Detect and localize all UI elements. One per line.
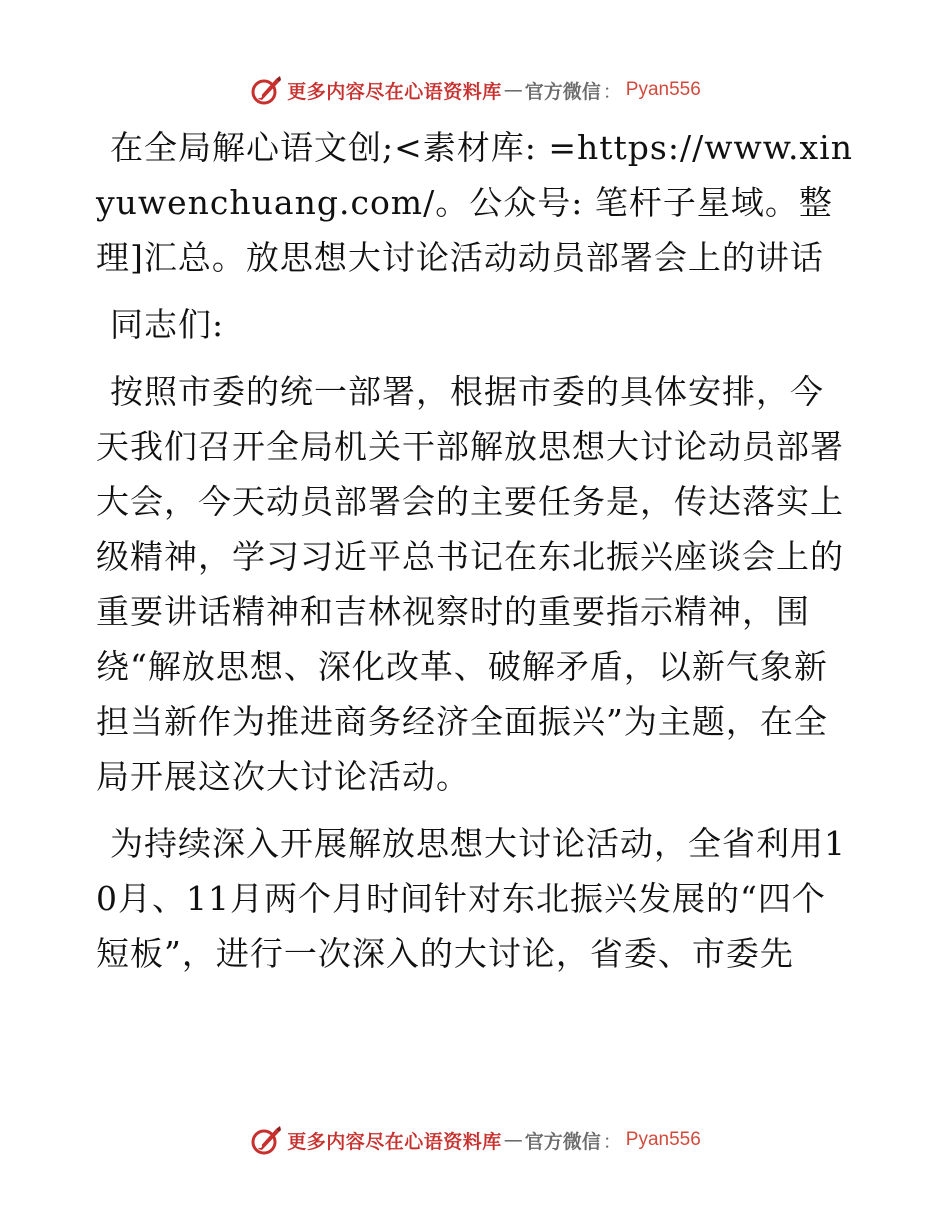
- banner-wechat-label: 官方微信: [524, 80, 601, 103]
- document-body: [96, 120, 856, 981]
- body-paragraph-2: 为持续深入开展解放思想大讨论活动，全省利用10月、11月两个月时间针对东北振兴发展的“四个短板”，进行一次深入的大讨论，省委、市委先: [96, 824, 846, 973]
- banner-colon: ：: [602, 80, 622, 103]
- banner-site-name: 更多内容尽在心语资料库: [287, 1130, 502, 1153]
- quill-pen-logo-icon: [249, 1123, 283, 1157]
- salutation: 同志们:: [110, 305, 225, 344]
- banner-wechat-handle: Pyan556: [625, 79, 701, 100]
- footer-banner: [0, 1120, 950, 1160]
- banner-separator: —: [503, 1129, 523, 1151]
- banner-wechat-handle: Pyan556: [625, 1129, 701, 1150]
- banner-wechat-label: 官方微信: [524, 1130, 601, 1153]
- body-paragraph-1: 按照市委的统一部署，根据市委的具体安排，今天我们召开全局机关干部解放思想大讨论动员部署大会，今天动员部署会的主要任务是，传达落实上级精神，学习习近平总书记在东北振兴座谈会上的重要讲话精神和吉林视察时的重要指示精神，围绕“解放思想、深化改革、破解矛盾，以新气象新担当新作为推进商务经济全面振兴”为主题，在全局开展这次大讨论活动。: [96, 372, 844, 796]
- banner-site-name: 更多内容尽在心语资料库: [287, 80, 502, 103]
- header-banner: [0, 70, 950, 110]
- banner-colon: ：: [602, 1130, 622, 1153]
- banner-separator: —: [503, 79, 523, 101]
- quill-pen-logo-icon: [249, 73, 283, 107]
- document-title-paragraph: 在全局解心语文创;<素材库: =https://www.xinyuwenchuang.com/。公众号: 笔杆子星域。整理]汇总。放思想大讨论活动动员部署会上的讲话: [96, 128, 853, 277]
